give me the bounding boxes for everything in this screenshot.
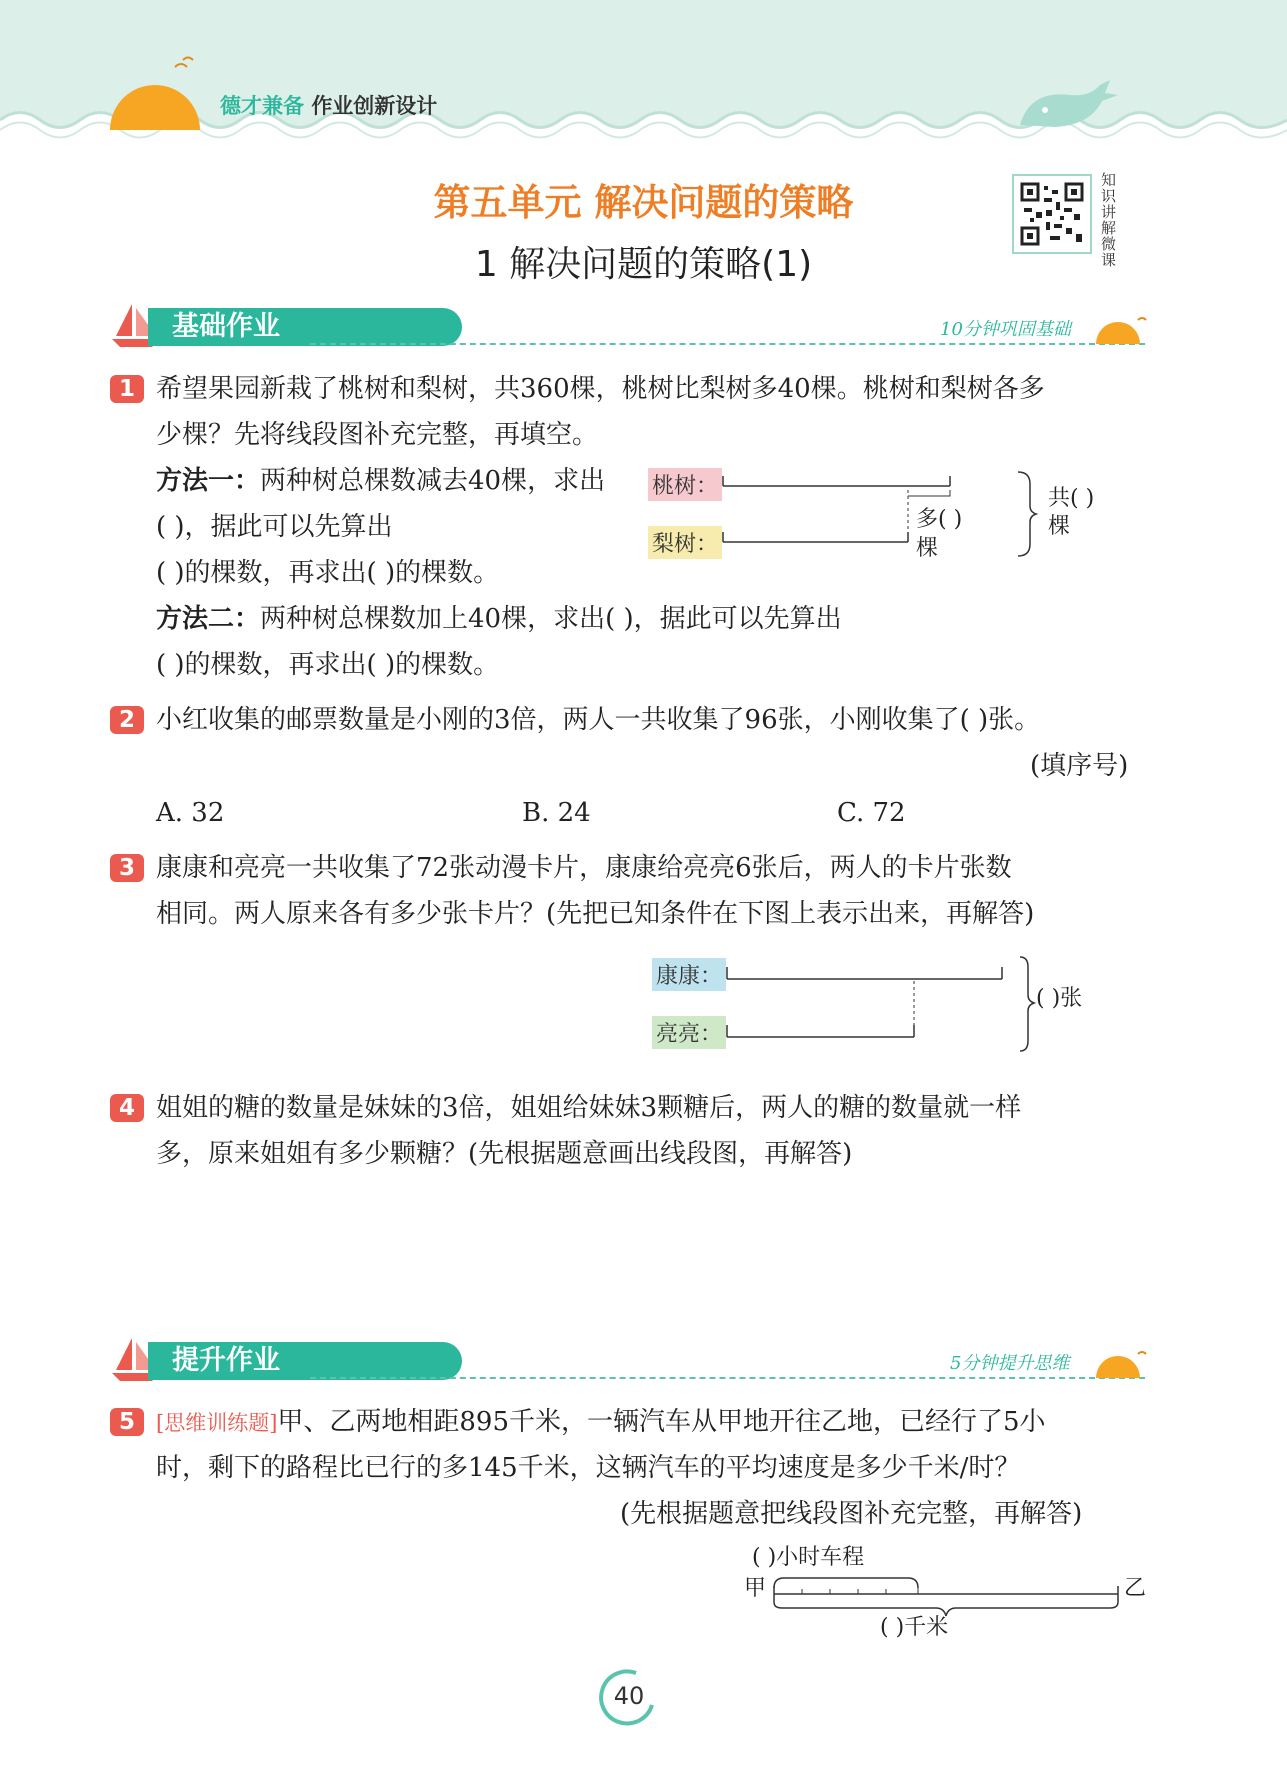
sun-icon [105, 55, 205, 130]
q3-line1: 康康和亮亮一共收集了72张动漫卡片，康康给亮亮6张后，两人的卡片张数 [156, 853, 1012, 883]
q1-line1: 希望果园新栽了桃树和梨树，共360棵，桃树比梨树多40棵。桃树和梨树各多 [156, 374, 1045, 404]
q1-tag-peach: 桃树： [648, 468, 722, 501]
brand-green: 德才兼备 [220, 94, 304, 118]
whale-icon [1010, 75, 1120, 135]
q2-option-a[interactable]: A. 32 [156, 798, 225, 828]
q1-tag-pear: 梨树： [648, 526, 722, 559]
q3-tag-kang: 康康： [652, 958, 726, 991]
q1-method1-text1: 两种树总棵数减去40棵，求出 [260, 466, 606, 496]
q1-method1-text3[interactable]: ( )的棵数，再求出( )的棵数。 [156, 558, 500, 588]
sun-small-icon [1092, 312, 1148, 348]
q1-method2-text1[interactable]: 两种树总棵数加上40棵，求出( )，据此可以先算出 [260, 604, 842, 634]
q1-line2: 少棵？先将线段图补充完整，再填空。 [156, 420, 599, 450]
q2-note: (填序号) [1030, 751, 1129, 781]
lesson-title: 1 解决问题的策略(1) [474, 244, 813, 285]
question-number-2: 2 [110, 706, 144, 734]
section-advanced-title: 提升作业 [148, 1342, 462, 1380]
qr-code-icon[interactable] [1020, 182, 1084, 246]
question-number-3: 3 [110, 854, 144, 882]
unit-title: 第五单元 解决问题的策略 [433, 181, 854, 224]
q2-option-b[interactable]: B. 24 [522, 798, 591, 828]
q2-text[interactable]: 小红收集的邮票数量是小刚的3倍，两人一共收集了96张，小刚收集了( )张。 [156, 705, 1041, 735]
section-advanced-divider [310, 1377, 1145, 1379]
section-basic-title: 基础作业 [148, 308, 462, 346]
section-basic-divider [310, 343, 1145, 345]
qr-label: 知识讲解微课 [1101, 171, 1117, 269]
q1-method2-label: 方法二： [156, 604, 261, 634]
brand-black: 作业创新设计 [311, 94, 438, 118]
question-number-5: 5 [110, 1408, 144, 1436]
q5-hours-label[interactable]: ( )小时车程 [752, 1545, 865, 1570]
q5-tag: [思维训练题] [156, 1411, 278, 1435]
page-number: 40 [613, 1682, 645, 1710]
q5-km-label[interactable]: ( )千米 [880, 1615, 949, 1640]
section-basic-note: 10分钟巩固基础 [940, 319, 1071, 340]
q1-segment-diagram [718, 470, 1038, 560]
q1-more-label[interactable]: 多( ) [916, 507, 963, 532]
q5-start-label: 甲 [744, 1576, 767, 1601]
q3-line2: 相同。两人原来各有多少张卡片？(先把已知条件在下图上表示出来，再解答) [156, 899, 1035, 929]
q1-more-unit: 棵 [916, 536, 939, 561]
q1-method1-label: 方法一： [156, 466, 261, 496]
sun-small-icon-2 [1092, 1346, 1148, 1382]
q1-total-unit: 棵 [1048, 514, 1071, 539]
q4-line1: 姐姐的糖的数量是妹妹的3倍，姐姐给妹妹3颗糖后，两人的糖的数量就一样 [156, 1093, 1022, 1123]
q5-line3: (先根据题意把线段图补充完整，再解答) [620, 1499, 1083, 1529]
section-advanced-note: 5分钟提升思维 [950, 1353, 1070, 1374]
q1-method2-text2[interactable]: ( )的棵数，再求出( )的棵数。 [156, 650, 500, 680]
q2-option-c[interactable]: C. 72 [837, 798, 906, 828]
q1-method1-text2[interactable]: ( )，据此可以先算出 [156, 512, 393, 542]
q5-end-label: 乙 [1124, 1576, 1147, 1601]
q3-tag-liang: 亮亮： [652, 1016, 726, 1049]
q3-segment-diagram[interactable] [722, 955, 1042, 1055]
question-number-4: 4 [110, 1094, 144, 1122]
q5-line2: 时，剩下的路程比已行的多145千米，这辆汽车的平均速度是多少千米/时？ [156, 1453, 1021, 1483]
q4-line2: 多，原来姐姐有多少颗糖？(先根据题意画出线段图，再解答) [156, 1139, 853, 1169]
q1-total-label[interactable]: 共( ) [1048, 486, 1095, 511]
q3-total[interactable]: ( )张 [1036, 986, 1083, 1011]
question-number-1: 1 [110, 375, 144, 403]
q5-line1: 甲、乙两地相距895千米，一辆汽车从甲地开往乙地，已经行了5小 [277, 1407, 1046, 1437]
